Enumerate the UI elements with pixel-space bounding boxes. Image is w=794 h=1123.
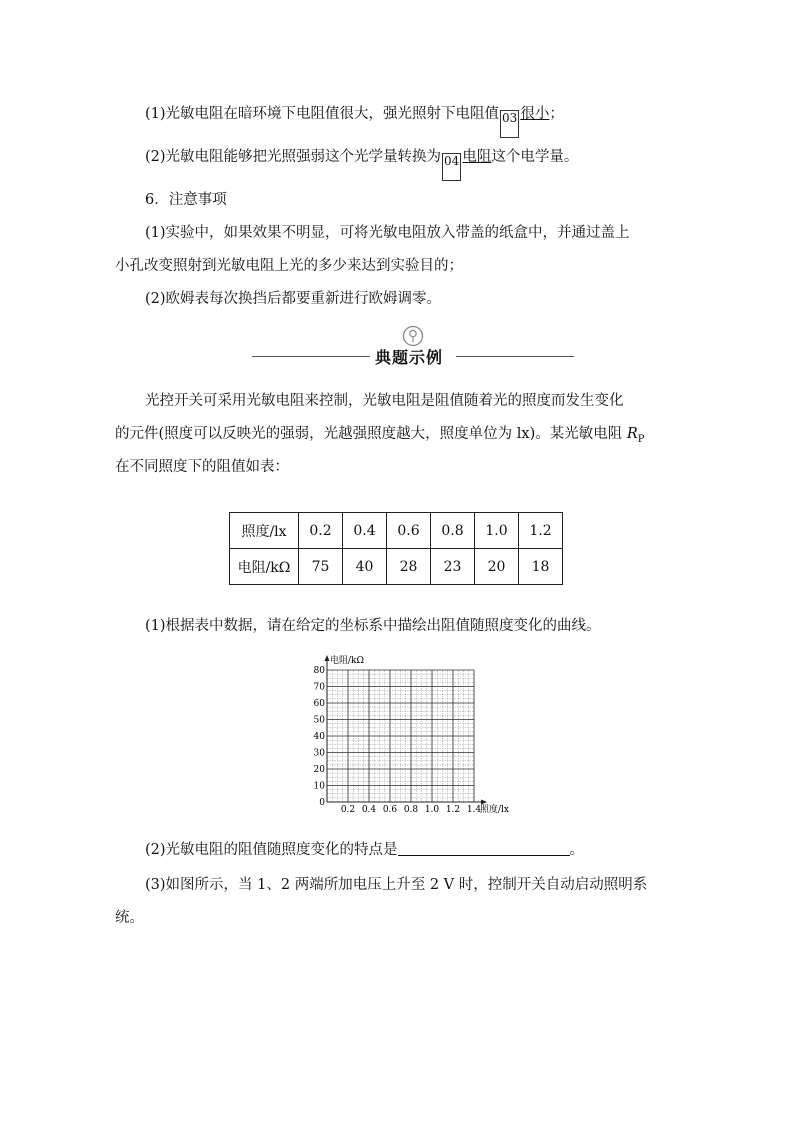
symbol-r: R [626, 426, 638, 442]
y-tick-label: 40 [313, 732, 325, 742]
note-2: (2)欧姆表每次换挡后都要重新进行欧姆调零。 [145, 291, 442, 307]
question-1: (1)根据表中数据，请在给定的坐标系中描绘出阻值随照度变化的曲线。 [145, 618, 601, 634]
heading-title: 典题示例 [375, 348, 444, 367]
table-cell: 20 [475, 549, 519, 585]
note-1-line-2: 小孔改变照射到光敏电阻上光的多少来达到实验目的； [115, 258, 463, 274]
x-axis-label: 照度/lx [480, 805, 509, 815]
section-heading-notes: 6．注意事项 [145, 192, 227, 208]
answer-text: 电阻 [462, 149, 492, 165]
y-tick-label: 70 [313, 682, 325, 693]
answer-number-box: 03 [500, 110, 519, 138]
table-cell: 28 [387, 549, 431, 585]
x-tick-label: 1.4 [466, 805, 482, 815]
y-tick-label: 20 [313, 765, 325, 775]
symbol-subscript-p: P [637, 433, 645, 445]
y-tick-label: 60 [313, 699, 325, 709]
question-3-line-2: 统。 [115, 910, 144, 926]
paragraph-photoresistor-convert: (2)光敏电阻能够把光照强弱这个光学量转换为 04 电阻这个电学量。 [145, 147, 578, 175]
answer-number-box: 04 [442, 153, 461, 181]
heading-rule-left [252, 356, 370, 357]
resistance-illuminance-chart [305, 652, 520, 817]
table-row [230, 549, 563, 585]
x-tick-labels [341, 805, 482, 815]
intro-line-1: 光控开关可采用光敏电阻来控制，光敏电阻是阻值随着光的照度而发生变化 [145, 393, 624, 409]
table-cell: 75 [299, 549, 343, 585]
paragraph-photoresistor-dark: (1)光敏电阻在暗环境下电阻值很大，强光照射下电阻值 03 很小； [145, 104, 564, 132]
intro-line-3: 在不同照度下的阻值如表： [115, 459, 289, 475]
chart-axes [325, 655, 488, 805]
table-cell: 0.6 [387, 513, 431, 549]
bulb-icon [402, 325, 424, 347]
x-tick-label: 0.6 [382, 805, 398, 815]
x-tick-label: 0.4 [361, 805, 377, 815]
intro-line-2: 的元件(照度可以反映光的强弱，光越强照度越大，照度单位为 lx)。某光敏电阻 $R_P$ [115, 426, 645, 445]
question-2: (2)光敏电阻的阻值随照度变化的特点是 。 [145, 842, 585, 858]
y-tick-label: 30 [313, 748, 325, 759]
answer-blank[interactable] [398, 841, 570, 856]
y-axis-label: 电阻/kΩ [330, 656, 364, 666]
x-tick-label: 1.0 [424, 805, 440, 815]
table-cell: 1.2 [519, 513, 563, 549]
y-tick-label: 10 [313, 781, 325, 792]
heading-rule-right [456, 356, 574, 357]
data-table [229, 512, 563, 585]
table-cell: 0.8 [431, 513, 475, 549]
table-cell: 40 [343, 549, 387, 585]
table-row [230, 513, 563, 549]
question-3-line-1: (3)如图所示，当 1、2 两端所加电压上升至 2 V 时，控制开关自动启动照明系 [145, 877, 648, 893]
y-tick-labels [314, 666, 326, 808]
table-cell: 18 [519, 549, 563, 585]
x-tick-label: 0.8 [403, 805, 419, 815]
x-tick-label: 1.2 [445, 805, 461, 815]
table-cell: 0.4 [343, 513, 387, 549]
example-heading [252, 325, 574, 369]
answer-text: 很小 [520, 106, 550, 122]
y-tick-label: 80 [313, 666, 325, 676]
table-cell: 1.0 [475, 513, 519, 549]
chart-grid-major [327, 670, 474, 802]
table-header-cell: 电阻/kΩ [230, 549, 299, 585]
table-cell: 0.2 [299, 513, 343, 549]
table-cell: 23 [431, 549, 475, 585]
x-tick-label: 0.2 [340, 805, 356, 815]
y-tick-label: 50 [313, 715, 325, 726]
y-tick-label: 0 [319, 798, 325, 808]
note-1-line-1: (1)实验中，如果效果不明显，可将光敏电阻放入带盖的纸盒中，并通过盖上 [145, 225, 630, 241]
y-axis-arrow [325, 655, 330, 661]
x-axis-arrow [481, 800, 487, 805]
table-header-cell: 照度/lx [230, 513, 299, 549]
